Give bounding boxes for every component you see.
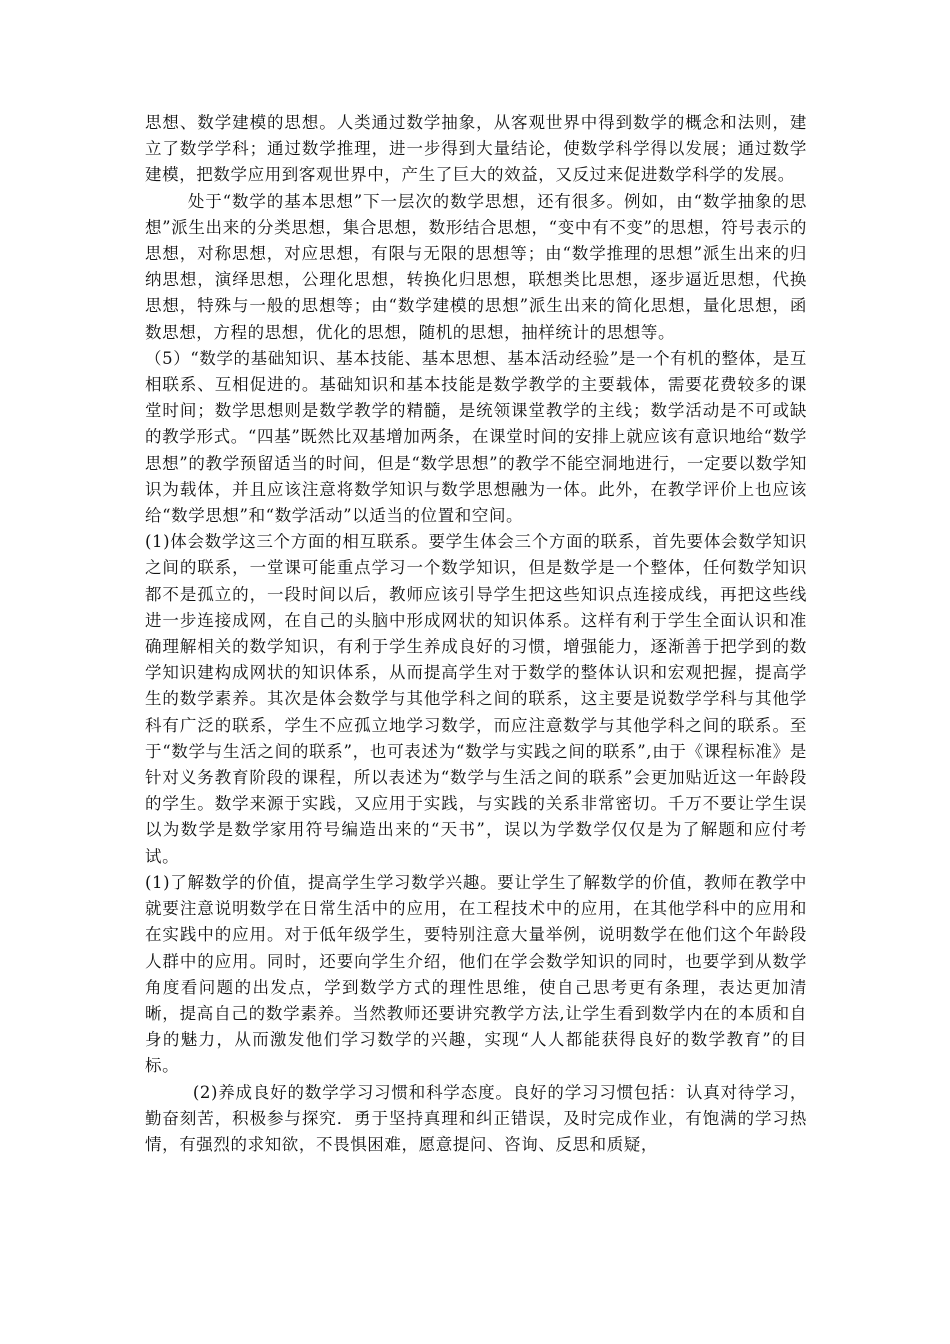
paragraph-learning-habits: (2)养成良好的数学学习习惯和科学态度。良好的学习习惯包括：认真对待学习，勤奋刻苦，积极参与探究．勇于坚持真理和纠正错误，及时完成作业，有饱满的学习热情，有强烈的求知欲，不畏惧困难，愿意提问、咨询、反思和质疑， <box>145 1082 807 1154</box>
paragraph-derived-thoughts: 处于“数学的基本思想”下一层次的数学思想，还有很多。例如，由“数学抽象的思想”派生出来的分类思想，集合思想，数形结合思想，“变中有不变”的思想，符号表示的思想，对称思想，对应思想，有限与无限的思想等；由“数学推理的思想”派生出来的归纳思想，演绎思想，公理化思想，转换化归思想，联想类比思想，逐步逼近思想，代换思想，特殊与一般的思想等；由“数学建模的思想”派生出来的简化思想，量化思想，函数思想，方程的思想，优化的思想，随机的思想，抽样统计的思想等。 <box>145 191 807 342</box>
paragraph-connections: (1)体会数学这三个方面的相互联系。要学生体会三个方面的联系，首先要体会数学知识之间的联系，一堂课可能重点学习一个数学知识，但是数学是一个整体，任何数学知识都不是孤立的，一段时间以后，教师应该引导学生把这些知识点连接成线，再把这些线进一步连接成网，在自己的头脑中形成网状的知识体系。这样有利于学生全面认识和准确理解相关的数学知识，有利于学生养成良好的习惯，增强能力，逐渐善于把学到的数学知识建构成网状的知识体系，从而提高学生对于数学的整体认识和宏观把握，提高学生的数学素养。其次是体会数学与其他学科之间的联系，这主要是说数学学科与其他学科有广泛的联系，学生不应孤立地学习数学，而应注意数学与其他学科之间的联系。至于“数学与生活之间的联系”，也可表述为“数学与实践之间的联系”,由于《课程标准》是针对义务教育阶段的课程，所以表述为“数学与生活之间的联系”会更加贴近这一年龄段的学生。数学来源于实践，又应用于实践，与实践的关系非常密切。千万不要让学生误以为数学是数学家用符号编造出来的“天书”，误以为学数学仅仅是为了解题和应付考试。 <box>145 532 807 866</box>
document-page <box>145 110 807 1158</box>
paragraph-four-basics: （5）“数学的基础知识、基本技能、基本思想、基本活动经验”是一个有机的整体，是互相联系、互相促进的。基础知识和基本技能是数学教学的主要载体，需要花费较多的课堂时间；数学思想则是数学教学的精髓，是统领课堂教学的主线；数学活动是不可或缺的教学形式。“四基”既然比双基增加两条，在课堂时间的安排上就应该有意识地给“数学思想”的教学预留适当的时间，但是“数学思想”的教学不能空洞地进行，一定要以数学知识为载体，并且应该注意将数学知识与数学思想融为一体。此外，在教学评价上也应该给“数学思想”和“数学活动”以适当的位置和空间。 <box>145 348 807 526</box>
paragraph-modeling-thought: 思想、数学建模的思想。人类通过数学抽象，从客观世界中得到数学的概念和法则，建立了数学学科；通过数学推理，进一步得到大量结论，使数学科学得以发展；通过数学建模，把数学应用到客观世界中，产生了巨大的效益，又反过来促进数学科学的发展。 <box>145 113 807 185</box>
paragraph-value-of-math: (1)了解数学的价值，提高学生学习数学兴趣。要让学生了解数学的价值，教师在教学中就要注意说明数学在日常生活中的应用，在工程技术中的应用，在其他学科中的应用和在实践中的应用。对于低年级学生，要特别注意大量举例，说明数学在他们这个年龄段人群中的应用。同时，还要向学生介绍，他们在学会数学知识的同时，也要学到从数学角度看问题的出发点，学到数学方式的理性思维，使自己思考更有条理，表达更加清晰，提高自己的数学素养。当然教师还要讲究教学方法,让学生看到数学内在的本质和自身的魅力，从而激发他们学习数学的兴趣，实现“人人都能获得良好的数学教育”的目标。 <box>145 872 807 1076</box>
